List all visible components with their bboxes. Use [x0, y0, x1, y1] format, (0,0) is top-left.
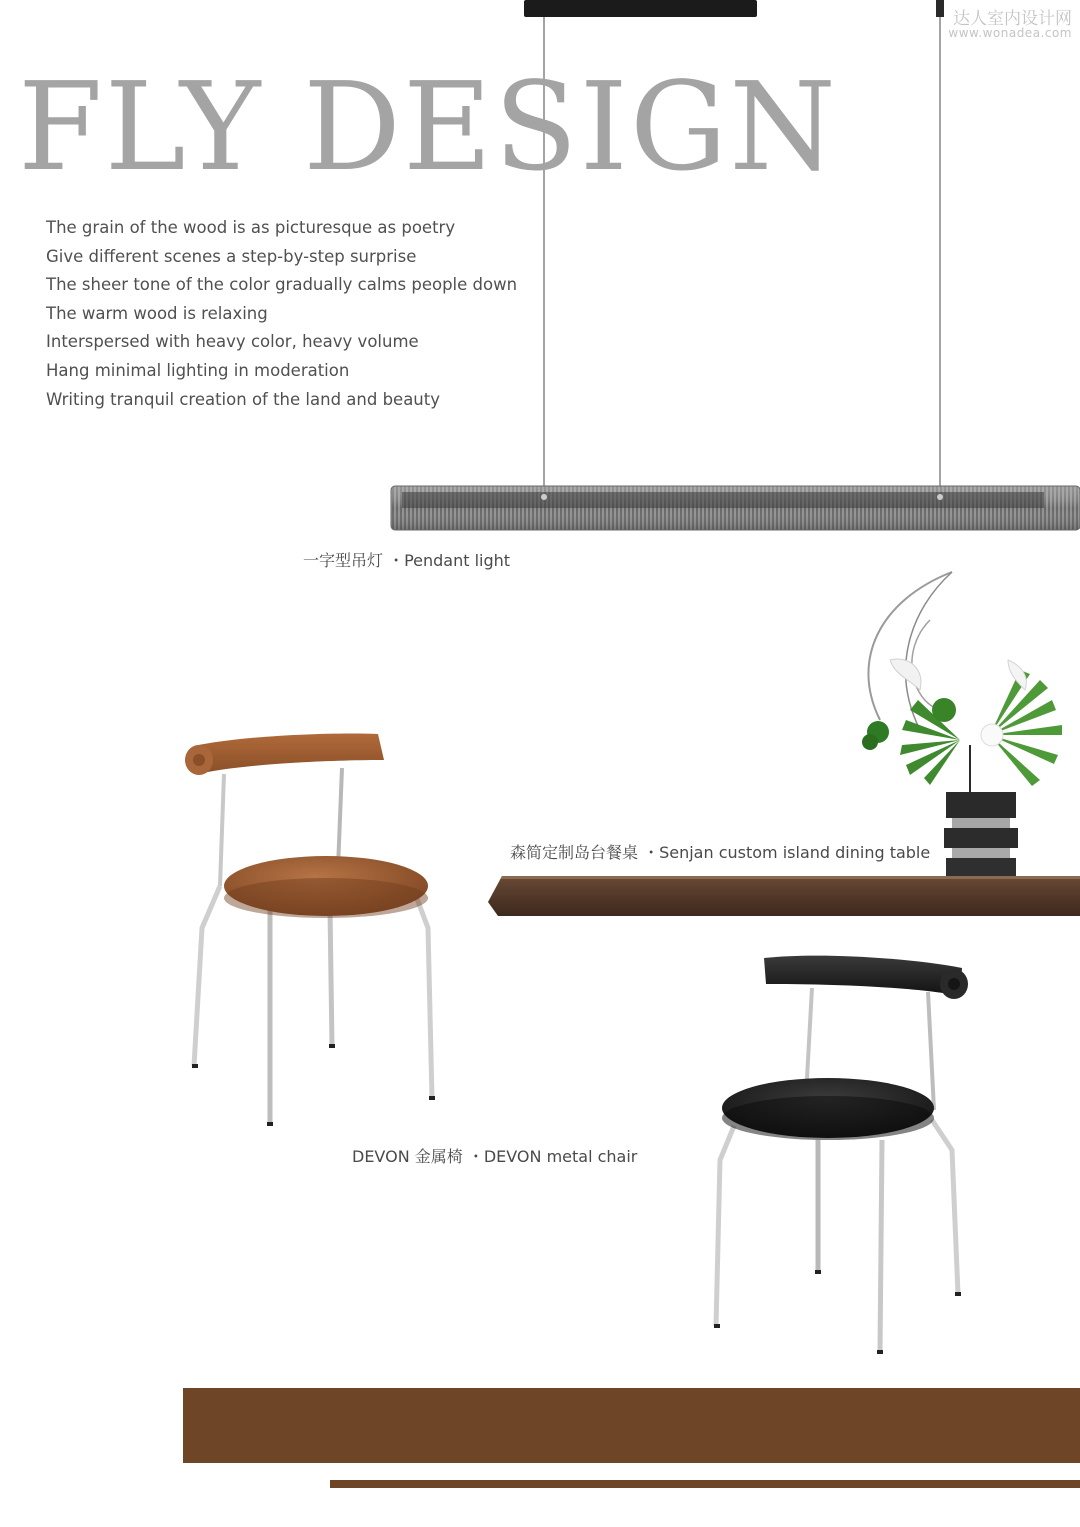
metal-chair-caption: DEVON 金属椅 ・DEVON metal chair	[352, 1147, 638, 1166]
ceiling-canopy	[524, 0, 757, 17]
poem-line: Hang minimal lighting in moderation	[46, 360, 350, 380]
tan-chair-image	[180, 728, 450, 1128]
poem-line: The sheer tone of the color gradually calms people down	[46, 275, 518, 295]
poem-line: The grain of the wood is as picturesque as poetry	[46, 218, 456, 237]
poem-line: Give different scenes a step-by-step surprise	[46, 246, 417, 266]
dining-table-image	[488, 876, 1080, 918]
brown-accent-line	[330, 1480, 1080, 1488]
vase	[944, 792, 1018, 886]
black-chair-image	[700, 950, 990, 1360]
ceiling-canopy	[936, 0, 944, 17]
pendant-light-caption: 一字型吊灯 ・Pendant light	[303, 551, 511, 570]
watermark-site-url: www.wonadea.com	[948, 26, 1072, 40]
brown-color-band	[183, 1388, 1080, 1463]
watermark-site-name: 达人室内设计网	[953, 9, 1072, 29]
dining-table-caption: 森简定制岛台餐桌 ・Senjan custom island dining table	[510, 843, 931, 862]
poem-line: Writing tranquil creation of the land and beauty	[46, 389, 441, 409]
poem-text	[46, 214, 517, 414]
poem-line: The warm wood is relaxing	[46, 303, 268, 323]
poem-line: Interspersed with heavy color, heavy volume	[46, 332, 419, 352]
page-title: FLY DESIGN	[18, 56, 839, 198]
